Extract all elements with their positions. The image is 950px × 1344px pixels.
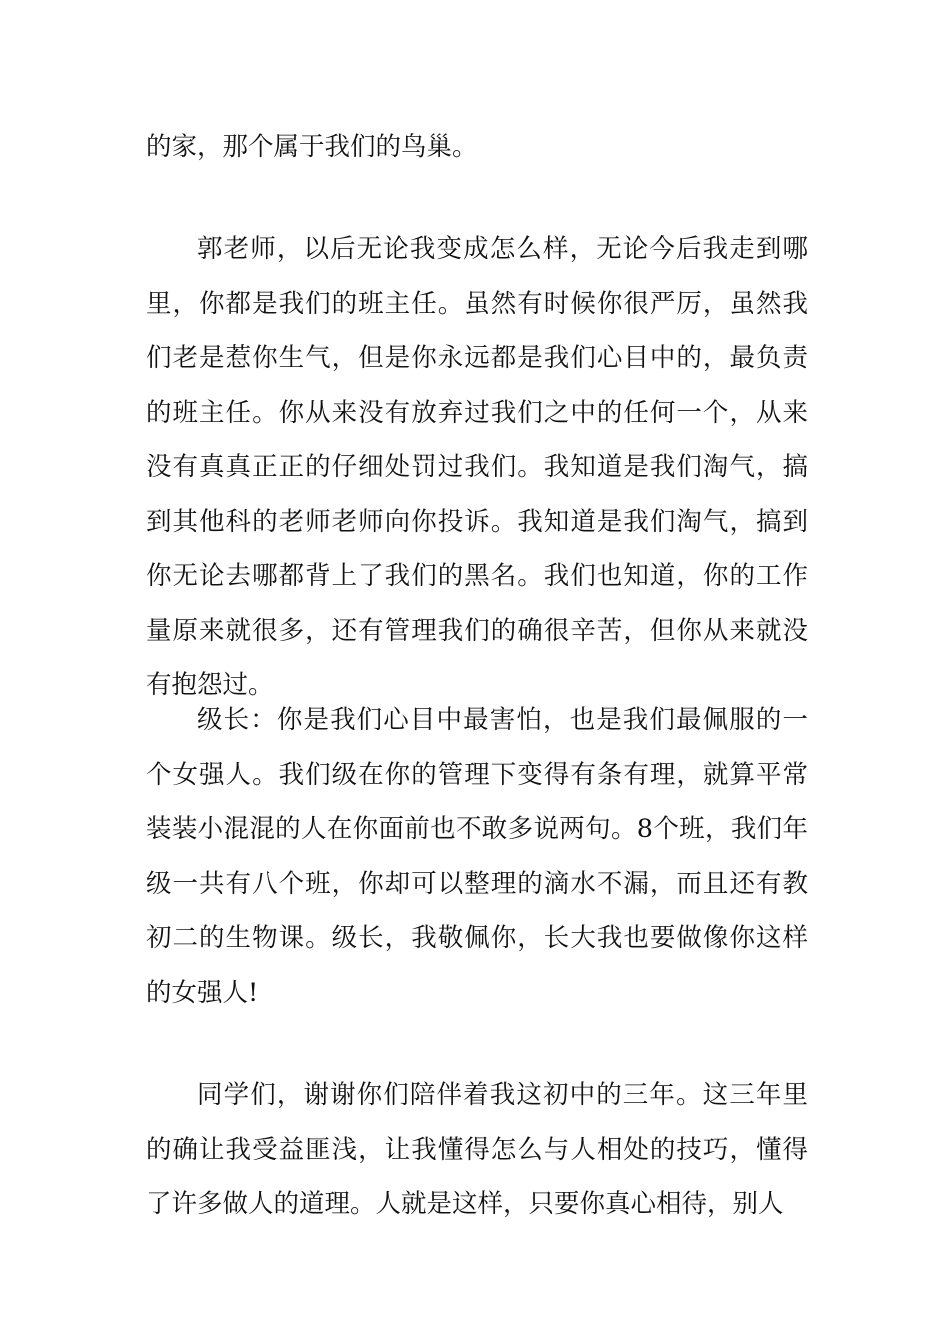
- paragraph-continuation: 的家，那个属于我们的鸟巢。: [146, 132, 478, 162]
- paragraph-grade-head: 级长：你是我们心目中最害怕，也是我们最佩服的一个女强人。我们级在你的管理下变得有条有理，就算平常装装小混混的人在你面前也不敢多说两句。8个班，我们年级一共有八个班，你却可以整理的滴水不漏，而且还有教初二的生物课。级长，我敬佩你，长大我也要做像你这样的女强人!: [146, 705, 808, 1008]
- paragraph-teacher-guo: 郭老师，以后无论我变成怎么样，无论今后我走到哪里，你都是我们的班主任。虽然有时候你很严厉，虽然我们老是惹你生气，但是你永远都是我们心目中的，最负责的班主任。你从来没有放弃过我们之中的任何一个，从来没有真真正正的仔细处罚过我们。我知道是我们淘气，搞到其他科的老师老师向你投诉。我知道是我们淘气，搞到你无论去哪都背上了我们的黑名。我们也知道，你的工作量原来就很多，还有管理我们的确很辛苦，但你从来就没有抱怨过。: [146, 234, 808, 700]
- paragraph-classmates: 同学们，谢谢你们陪伴着我这初中的三年。这三年里的确让我受益匪浅，让我懂得怎么与人相处的技巧，懂得了许多做人的道理。人就是这样，只要你真心相待，别人: [146, 1080, 808, 1219]
